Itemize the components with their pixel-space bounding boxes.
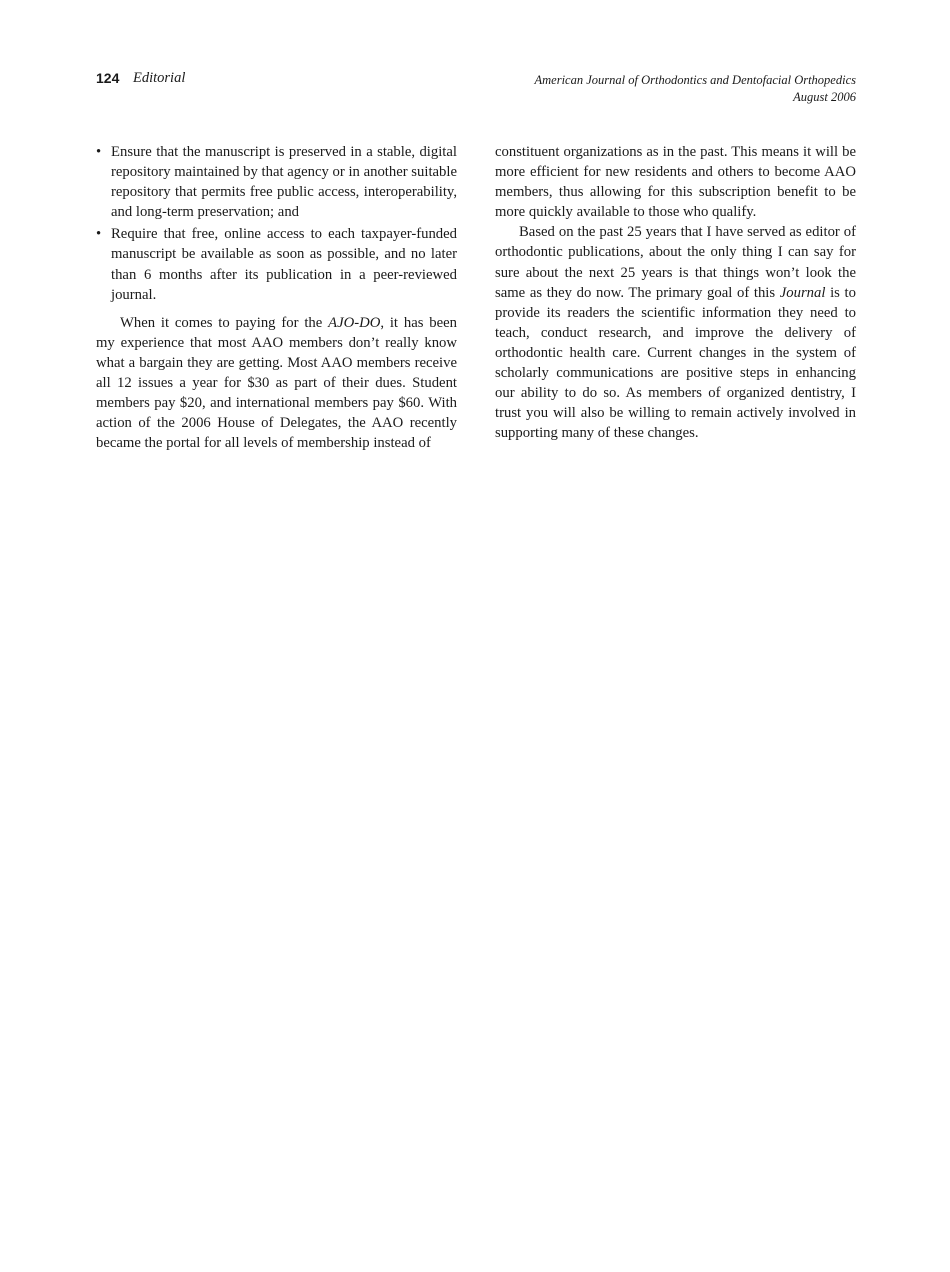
section-label: Editorial (133, 70, 186, 86)
page-header (96, 68, 856, 108)
paragraph-text: Based on the past 25 years that I have served as editor of orthodontic publications, about the only thing I can say for sure about the next 25 years is that things won’t look the same as they do now. The primary goal of this (495, 224, 856, 301)
paragraph-text: When it comes to paying for the (120, 314, 329, 331)
journal-abbreviation: AJO-DO (328, 314, 381, 331)
issue-date: August 2006 (793, 90, 856, 104)
bullet-icon: • (96, 226, 102, 243)
journal-info (535, 72, 857, 106)
journal-word: Journal (779, 284, 826, 301)
bullet-text: Ensure that the manuscript is preserved in a stable, digital repository maintained by that agency or in another suitable repository that permits free public access, interoperability, and long-term preservation; and (111, 144, 457, 221)
right-column (495, 142, 856, 443)
paragraph-text: , it has been my experience that most AAO members don’t really know what a bargain they are getting. Most AAO members receive all 12 issues a year for $30 as part of their dues. Student members pay $20, and international members pay $60. With action of the 2006 House of Delegates, the AAO recently became the portal for all levels of membership instead of (96, 314, 457, 452)
list-item (96, 142, 457, 222)
body-paragraph (495, 222, 856, 443)
bullet-text: Require that free, online access to each taxpayer-funded manuscript be available as soon as possible, and no later than 6 months after its publication in a peer-reviewed journal. (111, 226, 457, 303)
page-number: 124 (96, 70, 120, 86)
body-paragraph (96, 313, 457, 454)
list-item (96, 224, 457, 304)
left-column (96, 142, 457, 453)
paragraph-text: is to provide its readers the scientific information they need to teach, conduct research, and improve the delivery of orthodontic health care. Current changes in the system of scholarly communications are positive steps in enhancing our ability to do so. As members of organized dentistry, I trust you will also be willing to remain actively involved in supporting many of these changes. (495, 284, 856, 442)
continuation-paragraph: constituent organizations as in the past. This means it will be more efficient for new residents and others to become AAO members, thus allowing for this subscription benefit to be more quickly available to those who qualify. (495, 144, 856, 221)
bullet-list (96, 142, 457, 305)
journal-title: American Journal of Orthodontics and Dentofacial Orthopedics (534, 73, 856, 87)
bullet-icon: • (96, 144, 102, 160)
